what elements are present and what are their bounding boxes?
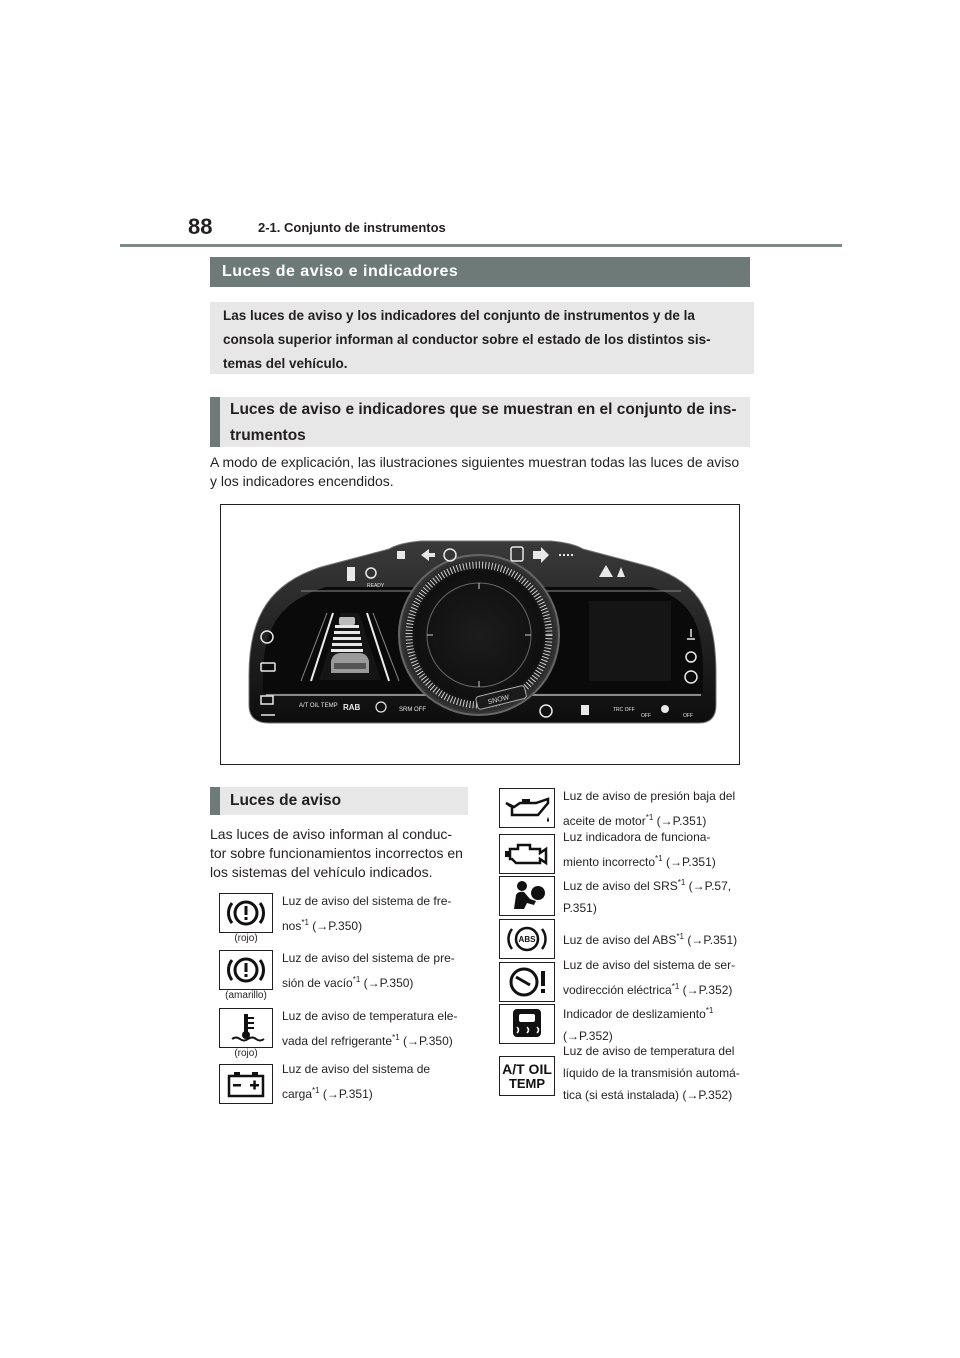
- entry-brake-text: Luz de aviso del sistema de fre- nos$^{*1}$ (→P.350): [282, 894, 452, 933]
- entry-abs-text: Luz de aviso del ABS$^{*1}$ (→P.351): [563, 932, 738, 947]
- power-steering-icon: [500, 963, 554, 1001]
- oil-pressure-icon: [500, 789, 554, 827]
- oil-icon-box: [499, 788, 555, 828]
- brake-warning-icon: [220, 894, 272, 932]
- srs-icon-box: [499, 876, 555, 916]
- trc-off-label: TRC OFF: [613, 707, 635, 713]
- running-head: 2-1. Conjunto de instrumentos: [258, 220, 446, 235]
- vacuum-brake-warning-icon: [220, 951, 272, 989]
- color-note-amber: (amarillo): [225, 990, 267, 1001]
- entry-coolant-text: Luz de aviso de temperatura ele- vada del refrigerante$^{*1}$ (→P.350): [282, 1009, 458, 1048]
- color-note-red-2: (rojo): [234, 1048, 258, 1059]
- at-oil-icon-text: A/T OIL: [502, 1061, 552, 1077]
- header-rule: [120, 244, 842, 247]
- srm-off-label: SRM OFF: [399, 707, 426, 713]
- warning-title-text: Luces de aviso: [230, 792, 342, 809]
- right-info-panel: [589, 601, 671, 681]
- srs-airbag-icon: [500, 877, 554, 915]
- rab-label: RAB: [343, 703, 361, 712]
- abs-icon-box: [499, 919, 555, 959]
- entry-srs-text: Luz de aviso del SRS$^{*1}$ (→P.57, P.351): [563, 878, 732, 915]
- entry-slip-text: Indicador de deslizamiento$^{*1}$ (→P.352): [563, 1006, 714, 1043]
- at-oil-temp-icon: [500, 1057, 554, 1095]
- subsection-cluster-title: Luces de aviso e indicadores que se muestran en el conjunto de ins-trumentos: [210, 397, 750, 447]
- ready-label: READY: [367, 583, 385, 589]
- color-note-red: (rojo): [234, 933, 258, 944]
- engine-icon-box: [499, 834, 555, 874]
- intro-box: [210, 302, 754, 374]
- brake-red-icon-box: [219, 893, 273, 933]
- instrument-cluster-illustration: [221, 505, 739, 764]
- section-title: Luces de aviso e indicadores: [210, 257, 750, 287]
- entry-battery-text: Luz de aviso del sistema de carga$^{*1}$ (→P.351): [282, 1062, 431, 1101]
- brake-amber-icon-box: [219, 950, 273, 990]
- eps-icon-box: [499, 962, 555, 1002]
- temp-icon-text: TEMP: [508, 1076, 546, 1091]
- slip-indicator-icon: [500, 1005, 554, 1043]
- subsection-warning-title: [210, 787, 468, 815]
- off-label: OFF: [641, 713, 651, 719]
- page-number: 88: [188, 214, 213, 239]
- entry-engine-text: Luz indicadora de funciona- miento incorrecto$^{*1}$ (→P.351): [563, 830, 716, 869]
- instrument-cluster-figure: [220, 504, 740, 765]
- intro-text: Las luces de aviso y los indicadores del conjunto de instrumentos y de la consola superior informan al conductor sobre el estado de los distintos sis-temas del vehículo.: [223, 308, 711, 371]
- at-oil-temp-icon-box: [499, 1056, 555, 1096]
- slip-icon-box: [499, 1004, 555, 1044]
- at-oil-temp-label: A/T OIL TEMP: [299, 703, 338, 709]
- warning-description: Las luces de aviso informan al conduc-tor sobre funcionamientos incorrectos en los sistemas del vehículo indicados.: [210, 826, 463, 880]
- coolant-icon-box: [219, 1008, 273, 1048]
- snow-label: SNOW: [487, 694, 511, 707]
- entry-vacuum-text: Luz de aviso del sistema de pre- sión de vacío$^{*1}$ (→P.350): [282, 951, 455, 990]
- check-engine-icon: [500, 835, 554, 873]
- svg-text:ABS: ABS: [518, 935, 536, 944]
- entry-at-oil-text: Luz de aviso de temperatura del líquido de la transmisión automá- tica (si está instalada) (→P.352): [563, 1044, 740, 1102]
- center-dial: [399, 555, 559, 715]
- entry-oil-text: Luz de aviso de presión baja del aceite de motor$^{*1}$ (→P.351): [563, 789, 736, 828]
- off-label-2: OFF: [683, 713, 693, 719]
- abs-icon: [500, 920, 554, 958]
- cluster-intro-text: A modo de explicación, las ilustraciones siguientes muestran todas las luces de aviso y los indicadores encendidos.: [210, 454, 740, 489]
- battery-icon: [220, 1065, 272, 1103]
- entry-eps-text: Luz de aviso del sistema de ser- vodirección eléctrica$^{*1}$ (→P.352): [563, 958, 736, 997]
- coolant-temp-icon: [220, 1009, 272, 1047]
- battery-icon-box: [219, 1064, 273, 1104]
